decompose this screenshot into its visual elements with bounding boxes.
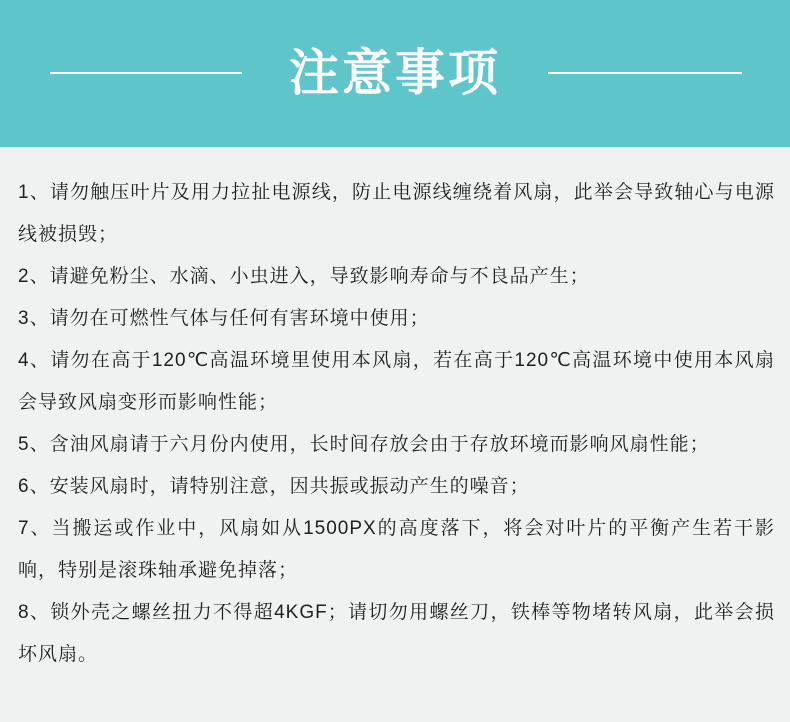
header-decorative-line-right xyxy=(548,72,742,74)
notice-item-5: 5、含油风扇请于六月份内使用，长时间存放会由于存放环境而影响风扇性能； xyxy=(18,434,710,455)
notice-item-7: 7、当搬运或作业中，风扇如从1500PX的高度落下，将会对叶片的平衡产生若干影响，特别是滚珠轴承避免掉落； xyxy=(18,518,775,581)
notice-item-2: 2、请避免粉尘、水滴、小虫进入，导致影响寿命与不良品产生； xyxy=(18,266,590,287)
notice-list xyxy=(18,172,775,676)
notice-item-6: 6、安装风扇时，请特别注意，因共振或振动产生的噪音； xyxy=(18,476,530,497)
notice-item-3: 3、请勿在可燃性气体与任何有害环境中使用； xyxy=(18,308,430,329)
header-banner xyxy=(0,0,790,147)
notice-item-1: 1、请勿触压叶片及用力拉扯电源线，防止电源线缠绕着风扇，此举会导致轴心与电源线被损毁； xyxy=(18,182,775,245)
page-title: 注意事项 xyxy=(289,45,501,101)
notice-item-8: 8、锁外壳之螺丝扭力不得超4KGF；请切勿用螺丝刀，铁棒等物堵转风扇，此举会损坏风扇。 xyxy=(18,602,775,665)
notice-item-4: 4、请勿在高于120℃高温环境里使用本风扇，若在高于120℃高温环境中使用本风扇会导致风扇变形而影响性能； xyxy=(18,350,775,413)
